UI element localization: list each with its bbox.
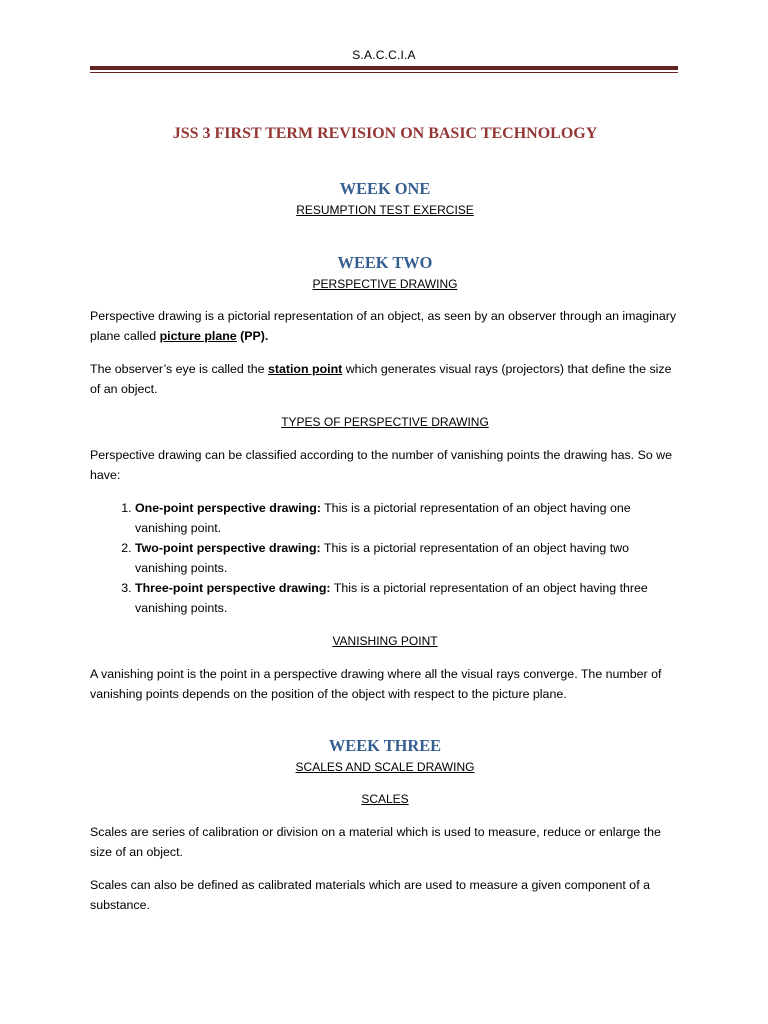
week-two-heading: WEEK TWO: [337, 253, 433, 272]
picture-plane-term: picture plane: [159, 329, 237, 343]
paragraph-text: The observer’s eye is called the: [90, 362, 268, 376]
vanishing-point-heading: VANISHING POINT: [332, 634, 438, 648]
list-item-text: This is a pictorial representation of an object having one vanishing point.: [135, 501, 631, 535]
station-point-term: station point: [267, 362, 343, 376]
list-item: [135, 538, 680, 578]
perspective-definition-paragraph: [90, 306, 680, 346]
station-point-paragraph: [90, 359, 680, 399]
paragraph-text: Perspective drawing is a pictorial representation of an object, as seen by an observer through an imaginary plane called: [90, 309, 677, 343]
scales-definition-paragraph: Scales are series of calibration or division on a material which is used to measure, reduce or enlarge the size of an object.: [90, 825, 661, 859]
list-item-text: This is a pictorial representation of an object having two vanishing points.: [135, 541, 629, 575]
vanishing-point-paragraph: A vanishing point is the point in a perspective drawing where all the visual rays converge. The number of vanishing points depends on the position of the object with respect to the picture plane.: [90, 667, 662, 701]
list-item-text: This is a pictorial representation of an object having three vanishing points.: [135, 581, 648, 615]
scales-alt-definition-paragraph: Scales can also be defined as calibrated materials which are used to measure a given component of a substance.: [90, 878, 650, 912]
list-item-term: Two-point perspective drawing:: [135, 541, 321, 555]
document-title: JSS 3 FIRST TERM REVISION ON BASIC TECHNOLOGY: [172, 125, 598, 142]
week-one-heading: WEEK ONE: [339, 179, 431, 198]
types-heading: TYPES OF PERSPECTIVE DRAWING: [281, 415, 489, 429]
list-item: [135, 498, 680, 538]
header-rule-thick: [90, 66, 678, 70]
types-intro-paragraph: Perspective drawing can be classified according to the number of vanishing points the drawing has. So we have:: [90, 448, 673, 482]
header-rule-thin: [90, 72, 678, 73]
week-three-heading: WEEK THREE: [328, 736, 442, 755]
list-item-term: Three-point perspective drawing:: [135, 581, 331, 595]
scales-heading: SCALES: [361, 792, 409, 806]
week-three-subheading: SCALES AND SCALE DRAWING: [295, 760, 475, 774]
paragraph-text: which generates visual rays (projectors) that define the size of an object.: [90, 362, 672, 396]
page-header: S.A.C.C.I.A: [352, 48, 416, 62]
week-two-subheading: PERSPECTIVE DRAWING: [312, 277, 458, 291]
pp-abbreviation: (PP).: [236, 329, 269, 343]
document-body: [90, 123, 680, 915]
week-one-subheading: RESUMPTION TEST EXERCISE: [296, 203, 474, 217]
perspective-types-list: [90, 498, 680, 618]
list-item: [135, 578, 680, 618]
list-item-term: One-point perspective drawing:: [135, 501, 321, 515]
